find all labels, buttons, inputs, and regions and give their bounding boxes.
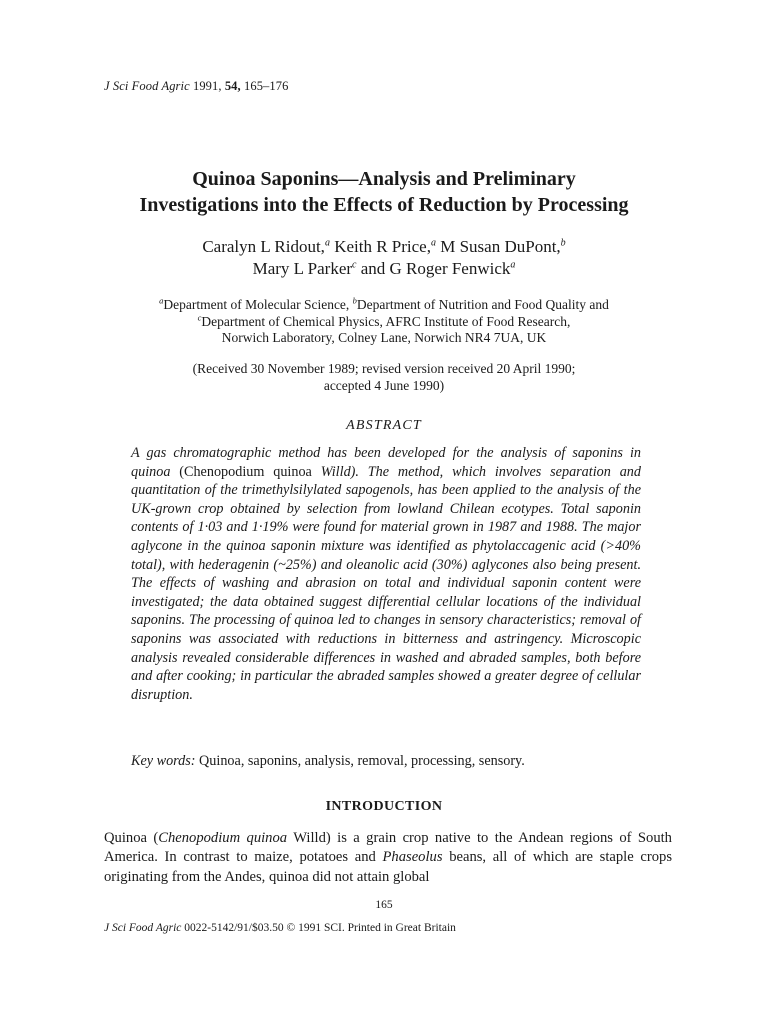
abstract-text-part: Willd). The method, which involves separation and quantitation of the trimethylsilylated sapogenols, has been applied to the analysis of the UK-grown crop obtained by selection from lowland Chilean ecotypes. Total saponin contents of 1·03 and 1·19% were found for material grown in 1987 and 1988. The major aglycone in the quinoa saponin mixture was identified as phytolaccagenic acid (>40% total), with hederagenin (~25%) and oleanolic acid (30%) aglycones also being present. The effects of washing and abrasion on total and individual saponin content were investigated; the data obtained suggest differential cellular locations of the individual saponins. The processing of quinoa led to changes in sensory characteristics; removal of saponins was associated with reductions in bitterness and astringency. Microscopic analysis revealed considerable differences in washed and abraded samples, both before and after cooking; in particular the abraded samples showed a greater degree of cellular disruption.	[131, 463, 641, 703]
author-affiliation-mark: b	[560, 237, 566, 249]
author-affiliation-mark: a	[510, 259, 516, 271]
received-line-1: (Received 30 November 1989; revised version received 20 April 1990;	[192, 361, 576, 376]
journal-year: 1991,	[192, 79, 222, 93]
abstract-text-part: (Chenopodium quinoa	[179, 463, 321, 480]
author-line-2	[60, 258, 708, 280]
title-line-1: Quinoa Saponins—Analysis and Preliminary	[192, 168, 576, 190]
affiliation-line-2	[60, 314, 708, 331]
received-dates	[60, 361, 708, 394]
introduction-heading: INTRODUCTION	[325, 799, 443, 814]
intro-text-part: Chenopodium quinoa	[158, 830, 288, 846]
affiliation-line-1	[60, 297, 708, 314]
footer-text: 0022-5142/91/$03.50 © 1991 SCI. Printed in Great Britain	[181, 922, 456, 934]
intro-text-part: Phaseolus	[382, 849, 443, 866]
page-number: 165	[375, 899, 393, 911]
keywords	[131, 752, 641, 770]
journal-volume: 54,	[224, 79, 241, 93]
affiliation-mark: a	[159, 295, 164, 306]
author-line-1	[60, 236, 708, 258]
intro-text-part: Willd) is a grain crop native to the Andean regions of South America. In contrast to maize, potatoes and	[104, 830, 672, 866]
title-line-2: Investigations into the Effects of Reduction by Processing	[139, 194, 629, 216]
abstract-text-part: A gas chromatographic method has been developed for the analysis of saponins in quinoa	[131, 445, 641, 480]
affiliation-text: Department of Nutrition and Food Quality and	[356, 297, 609, 312]
journal-pages: 165–176	[244, 79, 289, 93]
journal-name: J Sci Food Agric	[104, 79, 190, 93]
affiliation-text: Department of Molecular Science,	[163, 297, 353, 312]
author-name: and G Roger Fenwick	[356, 259, 511, 278]
affiliation-mark: c	[197, 312, 202, 322]
author-name: Mary L Parker	[252, 259, 353, 278]
intro-text-part: beans, all of which are staple crops originating from the Andes, quinoa did not attain global	[104, 849, 672, 885]
author-affiliation-mark: a	[430, 237, 436, 249]
introduction-body	[104, 829, 672, 887]
author-name: Caralyn L Ridout,	[202, 237, 325, 256]
author-name: M Susan DuPont,	[435, 237, 561, 256]
footer-journal-name: J Sci Food Agric	[104, 922, 182, 934]
author-name: Keith R Price,	[329, 237, 431, 256]
author-affiliation-mark: c	[352, 259, 357, 271]
affiliation-mark: b	[352, 295, 357, 306]
affiliation-text: Department of Chemical Physics, AFRC Institute of Food Research,	[201, 313, 571, 329]
author-list	[60, 236, 708, 280]
received-line-2: accepted 4 June 1990)	[323, 377, 445, 393]
keywords-text: Quinoa, saponins, analysis, removal, processing, sensory.	[195, 753, 525, 769]
abstract-body	[131, 444, 641, 704]
abstract-heading: ABSTRACT	[346, 418, 422, 433]
affiliations	[60, 297, 708, 347]
journal-citation-header	[104, 79, 288, 94]
affiliation-line-3: Norwich Laboratory, Colney Lane, Norwich NR4 7UA, UK	[221, 330, 547, 345]
paper-title	[60, 166, 708, 218]
journal-citation-footer	[104, 922, 456, 934]
keywords-label: Key words:	[131, 753, 196, 769]
intro-text-part: Quinoa (	[104, 830, 159, 846]
author-affiliation-mark: a	[324, 237, 330, 249]
